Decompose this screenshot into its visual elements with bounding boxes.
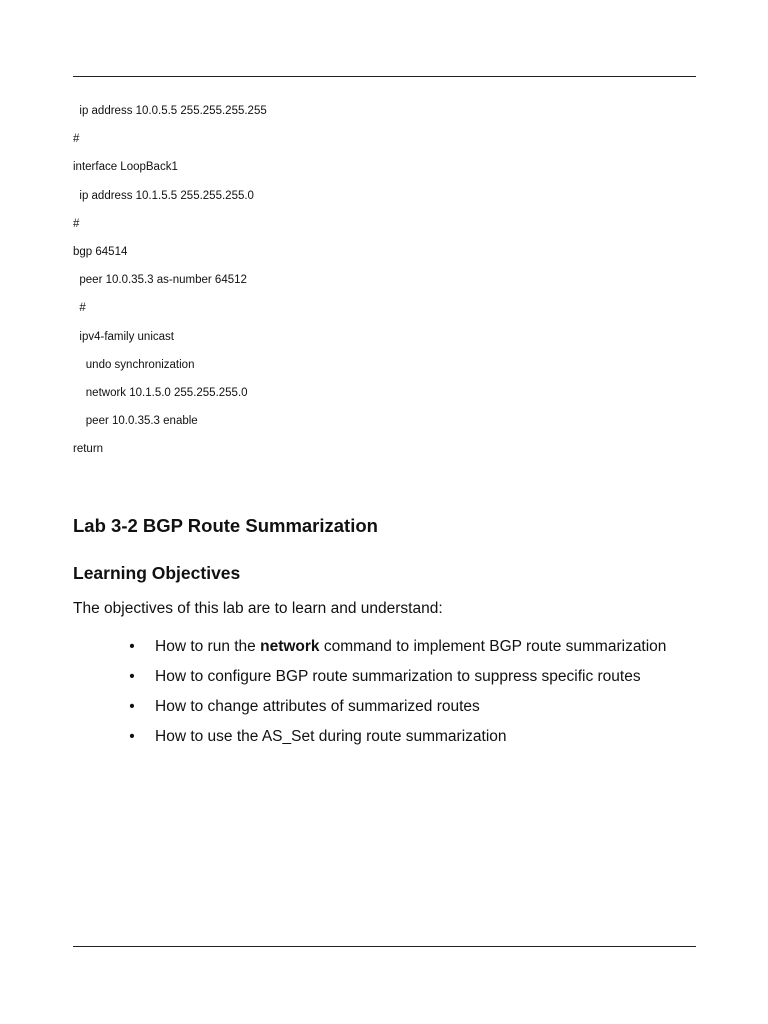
config-line: interface LoopBack1 bbox=[73, 161, 178, 174]
list-item bbox=[127, 664, 687, 690]
list-item bbox=[127, 694, 687, 720]
objectives-list bbox=[127, 634, 687, 754]
list-item bbox=[127, 724, 687, 750]
bullet-text: How to configure BGP route summarization to suppress specific routes bbox=[155, 668, 641, 685]
header-rule bbox=[73, 76, 696, 77]
footer-rule bbox=[73, 946, 696, 947]
config-line: network 10.1.5.0 255.255.255.0 bbox=[73, 386, 248, 399]
config-listing bbox=[73, 103, 267, 469]
config-line: peer 10.0.35.3 as-number 64512 bbox=[73, 274, 247, 287]
lab-heading: Lab 3-2 BGP Route Summarization bbox=[73, 515, 378, 536]
config-line: # bbox=[73, 302, 86, 315]
config-line: ipv4-family unicast bbox=[73, 330, 174, 343]
bullet-text-bold: network bbox=[260, 638, 320, 655]
bullet-text-after: command to implement BGP route summarization bbox=[319, 638, 667, 655]
bullet-icon: • bbox=[129, 638, 135, 655]
config-line: ip address 10.1.5.5 255.255.255.0 bbox=[73, 189, 254, 202]
bullet-text: How to change attributes of summarized routes bbox=[155, 698, 480, 715]
bullet-text-before: How to run the bbox=[155, 638, 261, 655]
list-item bbox=[127, 634, 687, 660]
config-line: return bbox=[73, 443, 104, 456]
config-line: # bbox=[73, 133, 80, 146]
config-line: bgp 64514 bbox=[73, 245, 128, 258]
config-line: undo synchronization bbox=[73, 358, 195, 371]
bullet-icon: • bbox=[129, 728, 135, 745]
config-line: # bbox=[73, 217, 80, 230]
config-line: ip address 10.0.5.5 255.255.255.255 bbox=[73, 105, 267, 117]
bullet-text: How to use the AS_Set during route summarization bbox=[155, 728, 507, 745]
objectives-heading: Learning Objectives bbox=[73, 563, 241, 583]
bullet-icon: • bbox=[129, 668, 135, 685]
objectives-intro: The objectives of this lab are to learn and understand: bbox=[73, 600, 443, 617]
bullet-icon: • bbox=[129, 698, 135, 715]
config-line: peer 10.0.35.3 enable bbox=[73, 415, 198, 428]
